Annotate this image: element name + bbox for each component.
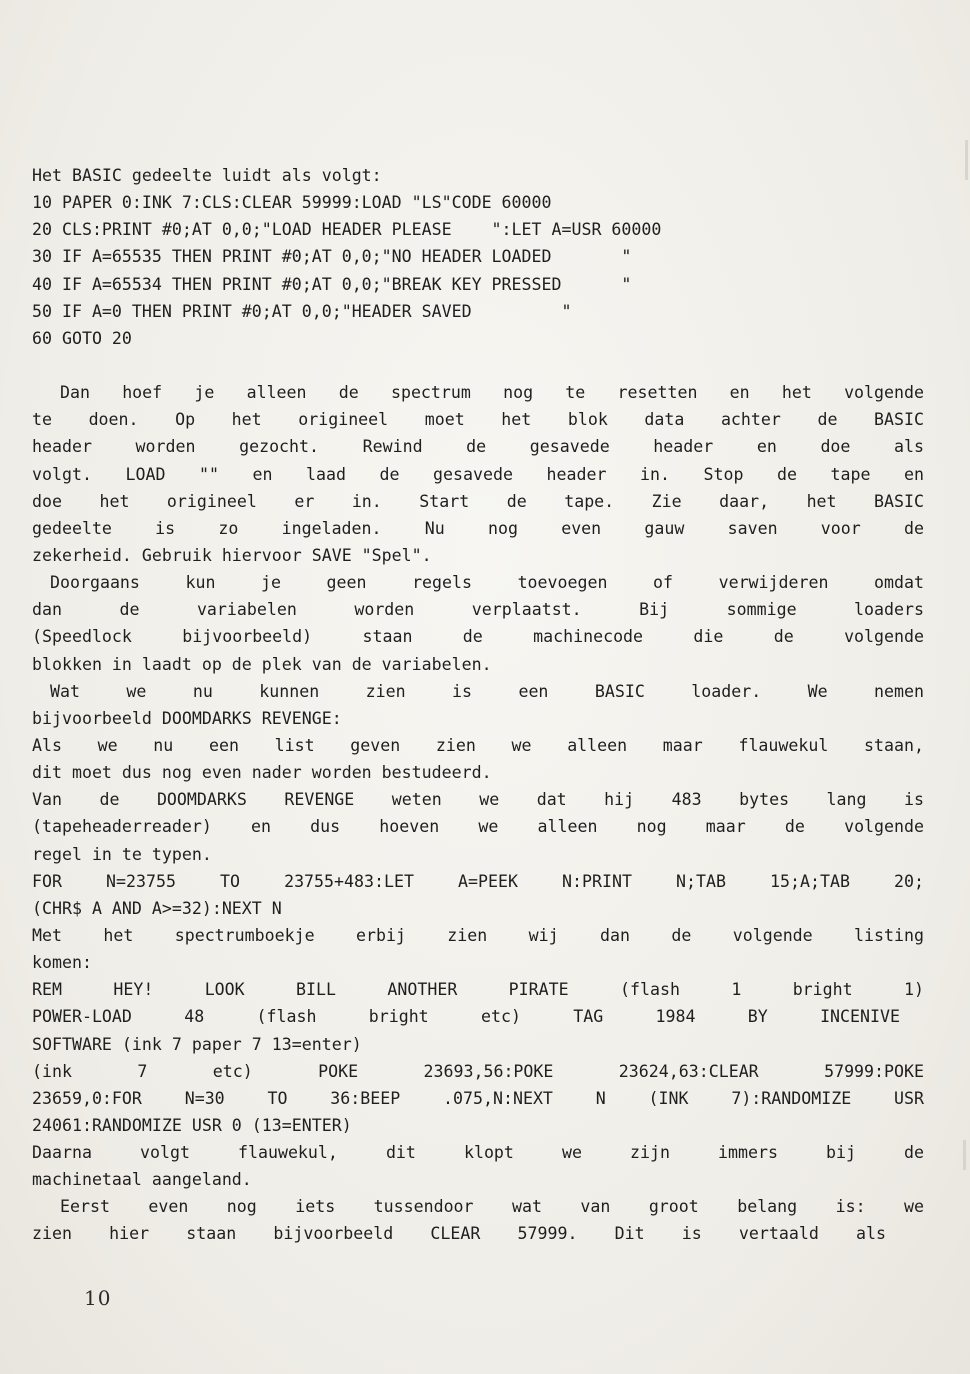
text-line: Dan hoef je alleen de spectrum nog te resetten en het volgende: [60, 383, 924, 403]
text-line: dit moet dus nog even nader worden bestudeerd.: [32, 763, 492, 783]
code-line: FOR N=23755 TO 23755+483:LET A=PEEK N:PRINT N;TAB 15;A;TAB 20;: [32, 871, 924, 891]
code-line: 60 GOTO 20: [32, 328, 132, 348]
text-line: komen:: [32, 953, 92, 973]
text-line: Doorgaans kun je geen regels toevoegen of verwijderen omdat: [50, 573, 924, 593]
text-line: Daarna volgt flauwekul, dit klopt we zijn immers bij de: [32, 1143, 924, 1163]
listing-line: POWER-LOAD 48 (flash bright etc) TAG 1984 BY INCENIVE: [32, 1007, 900, 1027]
text-line: gedeelte is zo ingeladen. Nu nog even gauw saven voor de: [32, 518, 924, 538]
listing-line: (ink 7 etc) POKE 23693,56:POKE 23624,63:CLEAR 57999:POKE: [32, 1061, 924, 1081]
listing-line: 24061:RANDOMIZE USR 0 (13=ENTER): [32, 1115, 352, 1135]
text-line: regel in te typen.: [32, 844, 212, 864]
text-line: zien hier staan bijvoorbeeld CLEAR 57999. Dit is vertaald als: [32, 1224, 886, 1244]
code-line: 30 IF A=65535 THEN PRINT #0;AT 0,0;"NO HEADER LOADED ": [32, 247, 632, 267]
text-line: (Speedlock bijvoorbeeld) staan de machinecode die de volgende: [32, 627, 924, 647]
text-line: dan de variabelen worden verplaatst. Bij sommige loaders: [32, 600, 924, 620]
code-line: 10 PAPER 0:INK 7:CLS:CLEAR 59999:LOAD "LS"CODE 60000: [32, 193, 552, 213]
code-line: 40 IF A=65534 THEN PRINT #0;AT 0,0;"BREAK KEY PRESSED ": [32, 274, 632, 294]
text-line: Eerst even nog iets tussendoor wat van groot belang is: we: [60, 1197, 924, 1217]
text-line: bijvoorbeeld DOOMDARKS REVENGE:: [32, 708, 342, 728]
code-line: 20 CLS:PRINT #0;AT 0,0;"LOAD HEADER PLEASE ":LET A=USR 60000: [32, 220, 662, 240]
page-edge-mark: [963, 1140, 966, 1170]
page-edge-mark: [965, 140, 968, 180]
listing-line: SOFTWARE (ink 7 paper 7 13=enter): [32, 1034, 362, 1054]
text-body: [32, 162, 924, 1248]
text-line: blokken in laadt op de plek van de variabelen.: [32, 654, 492, 674]
blank-line: [32, 352, 924, 379]
code-line: (CHR$ A AND A>=32):NEXT N: [32, 898, 282, 918]
text-line: Met het spectrumboekje erbij zien wij dan de volgende listing: [32, 925, 924, 945]
code-line: 50 IF A=0 THEN PRINT #0;AT 0,0;"HEADER SAVED ": [32, 301, 572, 321]
page-number: 10: [84, 1286, 112, 1310]
text-line: doe het origineel er in. Start de tape. Zie daar, het BASIC: [32, 491, 924, 511]
text-line: header worden gezocht. Rewind de gesavede header en doe als: [32, 437, 924, 457]
text-line: Als we nu een list geven zien we alleen maar flauwekul staan,: [32, 735, 924, 755]
listing-line: 23659,0:FOR N=30 TO 36:BEEP .075,N:NEXT N (INK 7):RANDOMIZE USR: [32, 1088, 924, 1108]
listing-line: REM HEY! LOOK BILL ANOTHER PIRATE (flash 1 bright 1): [32, 980, 924, 1000]
text-line: te doen. Op het origineel moet het blok data achter de BASIC: [32, 410, 924, 430]
text-line: zekerheid. Gebruik hiervoor SAVE "Spel".: [32, 545, 432, 565]
text-line: Wat we nu kunnen zien is een BASIC loader. We nemen: [50, 681, 924, 701]
text-line: machinetaal aangeland.: [32, 1170, 252, 1190]
text-line: (tapeheaderreader) en dus hoeven we alleen nog maar de volgende: [32, 817, 924, 837]
text-line: Het BASIC gedeelte luidt als volgt:: [32, 166, 382, 185]
text-line: Van de DOOMDARKS REVENGE weten we dat hij 483 bytes lang is: [32, 790, 924, 810]
text-line: volgt. LOAD "" en laad de gesavede header in. Stop de tape en: [32, 464, 924, 484]
